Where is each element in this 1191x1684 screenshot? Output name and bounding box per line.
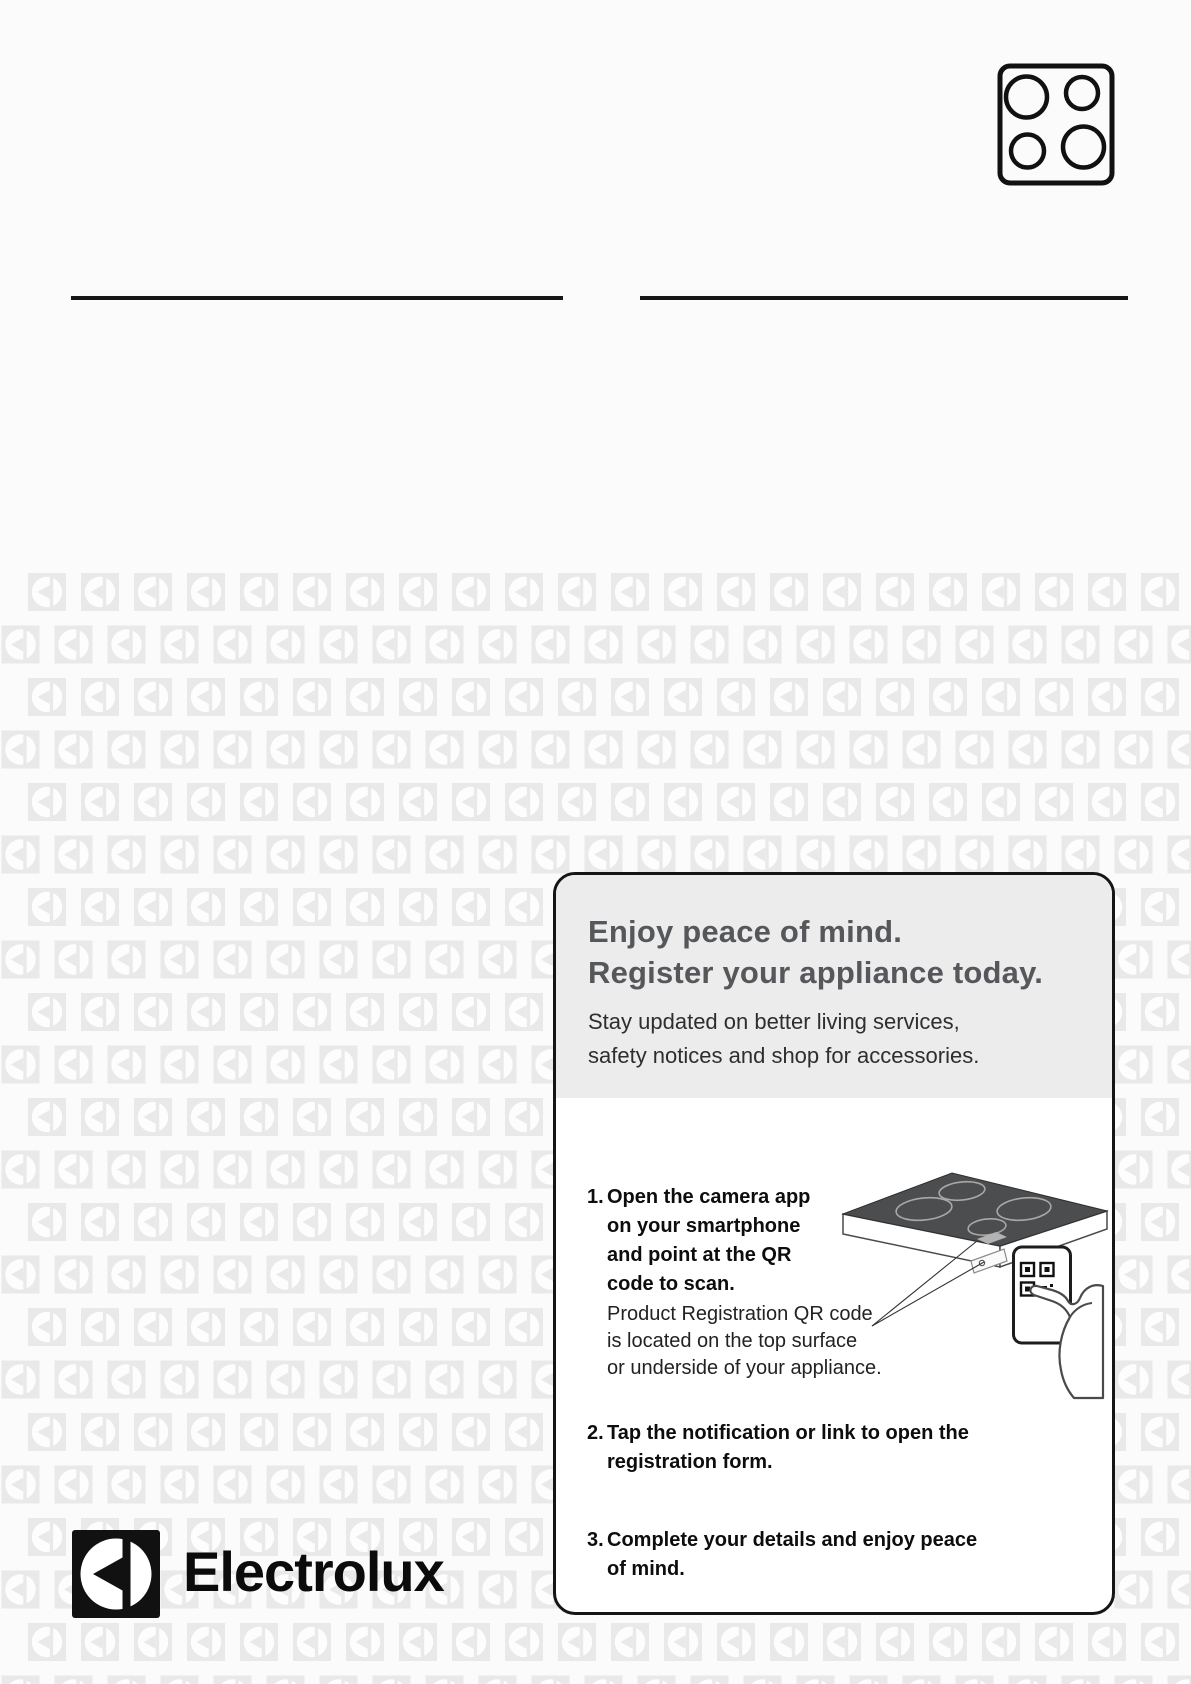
step-3-line: of mind. <box>607 1558 685 1580</box>
electrolux-logo-mark <box>72 1530 160 1618</box>
step-3-line: Complete your details and enjoy peace <box>607 1529 978 1551</box>
step-2-line: Tap the notification or link to open the <box>607 1422 969 1444</box>
step-1-note-line: Product Registration QR code <box>607 1303 873 1325</box>
cooktop-4-burners-icon <box>997 63 1115 186</box>
card-title-line2: Register your appliance today. <box>588 955 1044 990</box>
qr-phone-in-hand-illustration <box>1014 1247 1104 1398</box>
step-2-line: registration form. <box>607 1451 773 1473</box>
step-1-line: on your smartphone <box>607 1215 801 1237</box>
card-title-line1: Enjoy peace of mind. <box>588 914 903 949</box>
scan-qr-illustration <box>820 1160 1120 1410</box>
step-2-number: 2. <box>587 1422 604 1444</box>
card-subtitle <box>556 1005 1112 1073</box>
card-subtitle-line2: safety notices and shop for accessories. <box>588 1043 980 1068</box>
step-1-note-line: or underside of your appliance. <box>607 1357 882 1379</box>
burner-top-left <box>1006 77 1047 118</box>
card-subtitle-line1: Stay updated on better living services, <box>588 1009 960 1034</box>
step-3 <box>587 1526 1087 1584</box>
step-1-number: 1. <box>587 1186 604 1208</box>
card-title <box>556 911 1112 993</box>
step-1-line: and point at the QR <box>607 1244 792 1266</box>
step-3-number: 3. <box>587 1529 604 1551</box>
brand-wordmark: Electrolux <box>183 1540 444 1603</box>
divider-rule-left <box>71 296 563 300</box>
burner-top-right <box>1066 77 1098 109</box>
burner-bottom-left <box>1011 135 1044 168</box>
step-1-note-line: is located on the top surface <box>607 1330 858 1352</box>
divider-rule-right <box>640 296 1128 300</box>
step-1-line: Open the camera app <box>607 1186 811 1208</box>
burner-bottom-right <box>1063 127 1104 168</box>
step-1-line: code to scan. <box>607 1273 735 1295</box>
step-2 <box>587 1419 1087 1477</box>
